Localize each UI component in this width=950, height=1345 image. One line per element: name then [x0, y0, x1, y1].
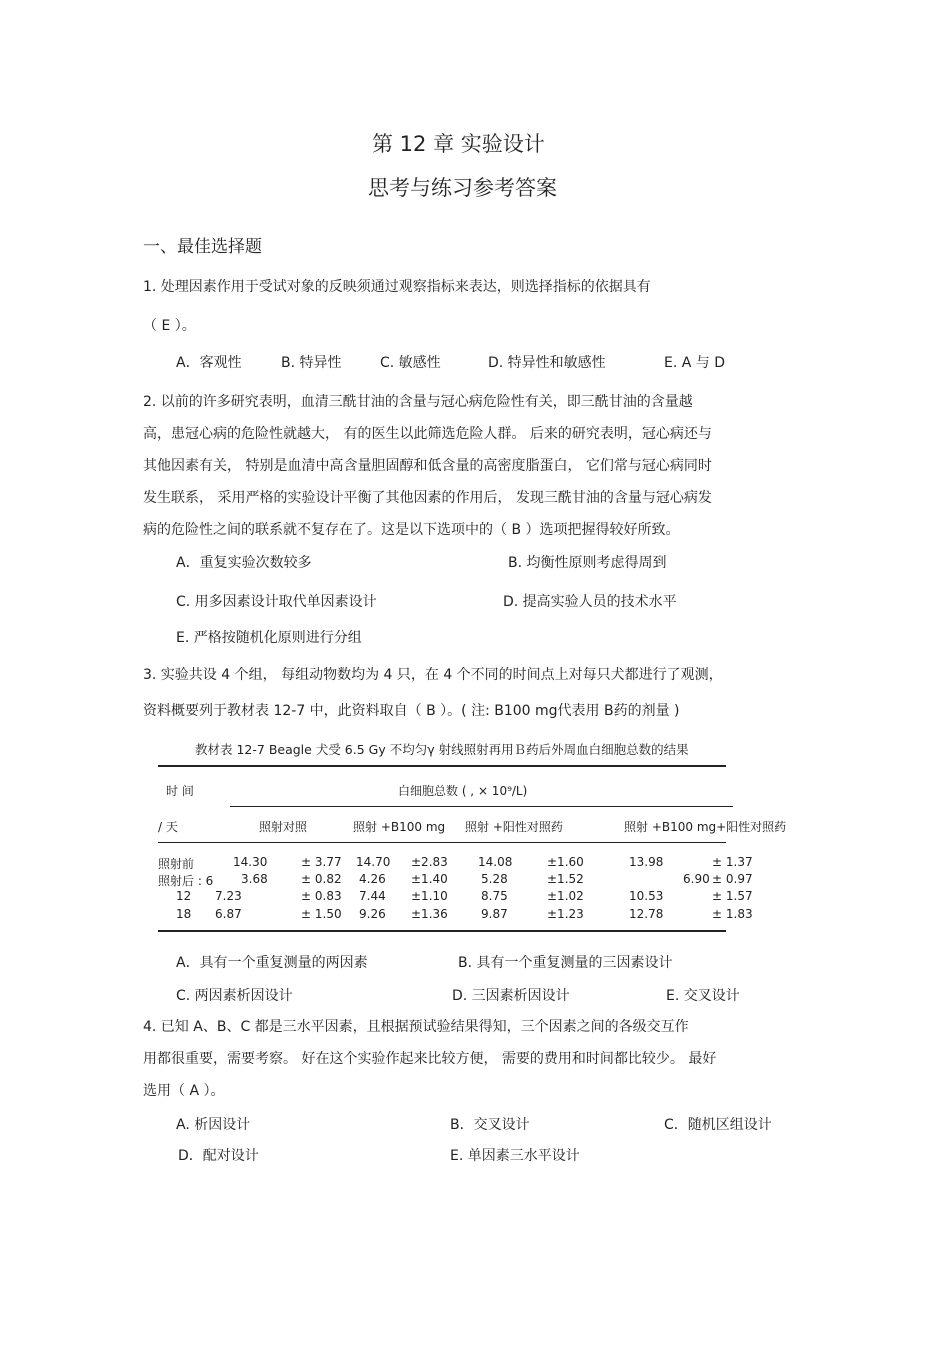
q4-option-c: C．随机区组设计 [664, 1117, 772, 1133]
q2-option-a: A．重复实验次数较多 [176, 555, 312, 571]
q1-option-e: E. A 与 D [664, 355, 726, 371]
q3-line2: 资料概要列于教材表 12-7 中，此资料取自（ B ）。( 注: B100 mg代表用 B药的剂量 ) [143, 703, 680, 719]
q1-option-d: D. 特异性和敏感性 [488, 355, 606, 371]
table-cell: ±1.52 [547, 872, 584, 886]
table-cell: 6.90 [683, 872, 710, 886]
q2-line4: 发生联系， 采用严格的实验设计平衡了其他因素的作用后， 发现三酰甘油的含量与冠心病发 [143, 490, 712, 506]
table-cell: 14.30 [233, 855, 268, 869]
table-cell: 18 [176, 907, 192, 921]
table-cell: 照射前 [158, 857, 195, 871]
q4-line2: 用都很重要，需要考察。 好在这个实验作起来比较方便， 需要的费用和时间都比较少。 最好 [143, 1051, 717, 1067]
q4-line1: 4. 已知 A、B、C 都是三水平因素，且根据预试验结果得知，三个因素之间的各级交互作 [143, 1019, 689, 1035]
q3-line1: 3. 实验共设 4 个组， 每组动物数均为 4 只，在 4 个不同的时间点上对每只犬都进行了观测， [143, 667, 723, 683]
table-header-rule [158, 842, 726, 843]
table-cell: ± 1.37 [712, 855, 753, 869]
table-cell: ± 1.83 [712, 907, 753, 921]
q3-option-e: E. 交叉设计 [666, 988, 740, 1004]
table-bottom-rule [158, 930, 726, 932]
table-cell: ± 1.50 [301, 907, 342, 921]
q4-option-a: A. 析因设计 [176, 1117, 251, 1133]
q4-option-b: B．交叉设计 [450, 1117, 530, 1133]
section-heading: 一、最佳选择题 [143, 237, 262, 257]
table-cell: ±2.83 [411, 855, 448, 869]
table-cell: 照射后 : 6 [158, 874, 214, 888]
q4-option-e: E. 单因素三水平设计 [450, 1148, 580, 1164]
q1-option-a: A．客观性 [176, 355, 242, 371]
table-col-3: 照射 +阳性对照药 [465, 820, 563, 834]
table-cell: 10.53 [629, 889, 664, 903]
table-header-group: 白细胞总数 ( , × 10⁹/L) [398, 784, 528, 798]
table-cell: 12.78 [629, 907, 664, 921]
table-header-time: 时 间 [166, 784, 194, 798]
q3-option-c: C. 两因素析因设计 [176, 988, 293, 1004]
q3-option-b: B. 具有一个重复测量的三因素设计 [458, 955, 673, 971]
table-cell: ± 1.57 [712, 889, 753, 903]
table-cell: ±1.60 [547, 855, 584, 869]
table-cell: ± 0.97 [712, 872, 753, 886]
table-cell: 3.68 [241, 872, 268, 886]
q1-line1: 1. 处理因素作用于受试对象的反映须通过观察指标来表达，则选择指标的依据具有 [143, 279, 651, 295]
table-top-rule [158, 765, 726, 767]
table-cell: 14.08 [478, 855, 513, 869]
table-header-unit: / 天 [158, 820, 178, 834]
table-cell: 6.87 [215, 907, 242, 921]
page-title: 第 12 章 实验设计 [372, 132, 545, 156]
q2-option-c: C. 用多因素设计取代单因素设计 [176, 594, 377, 610]
q2-line3: 其他因素有关， 特别是血清中高含量胆固醇和低含量的高密度脂蛋白， 它们常与冠心病同时 [143, 458, 712, 474]
q1-answer: （ E ）。 [143, 318, 196, 334]
page-subtitle: 思考与练习参考答案 [368, 176, 557, 200]
table-col-1: 照射对照 [259, 820, 308, 834]
table-cell: 8.75 [481, 889, 508, 903]
q2-line1: 2. 以前的许多研究表明，血清三酰甘油的含量与冠心病危险性有关，即三酰甘油的含量越 [143, 394, 693, 410]
table-cell: ±1.02 [547, 889, 584, 903]
q2-option-b: B. 均衡性原则考虑得周到 [508, 555, 667, 571]
q2-line2: 高，患冠心病的危险性就越大， 有的医生以此筛选危险人群。 后来的研究表明，冠心病还与 [143, 426, 712, 442]
table-cell: ± 0.83 [301, 889, 342, 903]
table-cell: 9.26 [359, 907, 386, 921]
table-caption: 教材表 12-7 Beagle 犬受 6.5 Gy 不均匀γ 射线照射再用Ｂ药后外周血白细胞总数的结果 [195, 742, 689, 757]
table-cell: ±1.23 [547, 907, 584, 921]
table-col-4: 照射 +B100 mg+阳性对照药 [624, 820, 787, 834]
table-cell: 12 [176, 889, 192, 903]
table-cell: 14.70 [356, 855, 391, 869]
q3-option-d: D. 三因素析因设计 [452, 988, 570, 1004]
q4-line3: 选用（ A ）。 [143, 1083, 225, 1099]
q2-option-e: E. 严格按随机化原则进行分组 [176, 630, 362, 646]
q2-line5: 病的危险性之间的联系就不复存在了。这是以下选项中的（ B ）选项把握得较好所致。 [143, 522, 680, 538]
q1-option-b: B. 特异性 [281, 355, 342, 371]
table-cell: ±1.40 [411, 872, 448, 886]
table-mid-rule [230, 806, 733, 807]
table-cell: ±1.10 [411, 889, 448, 903]
table-cell: ±1.36 [411, 907, 448, 921]
q2-option-d: D. 提高实验人员的技术水平 [503, 594, 677, 610]
q4-option-d: D．配对设计 [178, 1148, 259, 1164]
table-cell: 13.98 [629, 855, 664, 869]
table-cell: 7.23 [215, 889, 242, 903]
table-cell: 7.44 [359, 889, 386, 903]
q3-option-a: A．具有一个重复测量的两因素 [176, 955, 368, 971]
q1-option-c: C. 敏感性 [380, 355, 441, 371]
table-cell: 9.87 [481, 907, 508, 921]
table-col-2: 照射 +B100 mg [353, 820, 446, 834]
table-cell: ± 3.77 [301, 855, 342, 869]
table-cell: 4.26 [359, 872, 386, 886]
table-cell: ± 0.82 [301, 872, 342, 886]
table-cell: 5.28 [481, 872, 508, 886]
